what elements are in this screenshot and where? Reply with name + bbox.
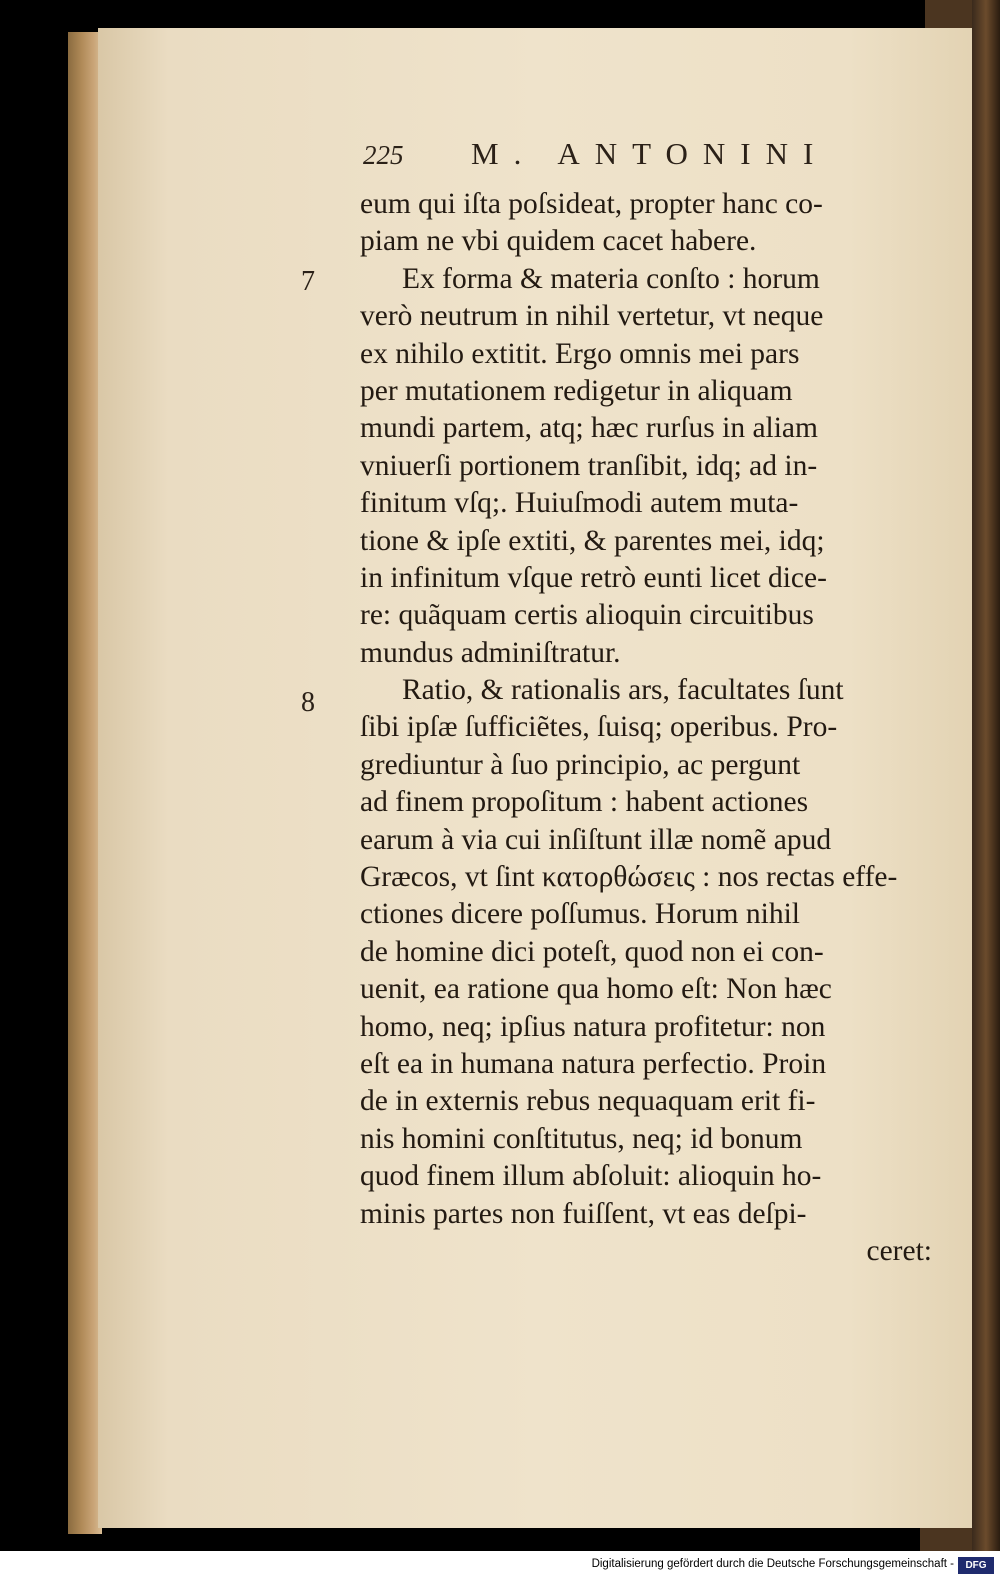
text-line: re: quãquam certis alioquin circuitibus <box>360 599 814 632</box>
text-line: minis partes non fuiſſent, vt eas deſpi- <box>360 1197 807 1230</box>
text-line: ex nihilo extitit. Ergo omnis mei pars <box>360 337 800 370</box>
text-line: uenit, ea ratione qua homo eſt: Non hæc <box>360 973 832 1006</box>
text-line: tione & ipſe extiti, & parentes mei, idq; <box>360 524 825 557</box>
text-line: in infinitum vſque retrò eunti licet dice- <box>360 561 827 594</box>
text-line: eſt ea in humana natura perfectio. Proin <box>360 1047 827 1080</box>
text-line: homo, neq; ipſius natura profitetur: non <box>360 1010 826 1043</box>
text-line: ſibi ipſæ ſufficiẽtes, ſuisq; operibus. Pro- <box>360 711 838 744</box>
text-line: earum à via cui inſiſtunt illæ nomẽ apud <box>360 823 832 856</box>
text-line: per mutationem redigetur in aliquam <box>360 374 793 407</box>
page-edges <box>68 32 102 1534</box>
text-line: mundi partem, atq; hæc rurſus in aliam <box>360 412 818 445</box>
text-line: finitum vſq;. Huiuſmodi autem muta- <box>360 487 799 520</box>
text-line: ad finem propoſitum : habent actiones <box>360 786 809 819</box>
dfg-logo: DFG <box>958 1557 994 1574</box>
page-header <box>363 136 883 176</box>
digitization-footer <box>0 1551 1000 1583</box>
text-line: Græcos, vt ſint κατορθώσεις : nos rectas effe- <box>360 861 898 894</box>
text-line: grediuntur à ſuo principio, ac pergunt <box>360 748 801 781</box>
catchword: ceret: <box>866 1234 932 1267</box>
running-title: M. ANTONINI <box>471 136 829 171</box>
text-line: verò neutrum in nihil vertetur, vt neque <box>360 300 824 333</box>
margin-section-number: 7 <box>301 266 315 297</box>
text-line: de in externis rebus nequaquam erit fi- <box>360 1085 816 1118</box>
text-line: vniuerſi portionem tranſibit, idq; ad in- <box>360 449 818 482</box>
text-line: Ex forma & materia conſto : horum <box>402 262 820 295</box>
text-line: de homine dici poteſt, quod non ei con- <box>360 935 824 968</box>
text-line: ctiones dicere poſſumus. Horum nihil <box>360 898 800 931</box>
text-line: Ratio, & rationalis ars, facultates ſunt <box>402 674 844 707</box>
text-line: quod finem illum abſoluit: alioquin ho- <box>360 1160 822 1193</box>
margin-section-number: 8 <box>301 687 315 718</box>
text-line: mundus adminiſtratur. <box>360 636 621 669</box>
text-line: eum qui iſta poſsideat, propter hanc co- <box>360 188 823 220</box>
body-text <box>360 186 950 1270</box>
book-spine <box>972 0 1000 1583</box>
page-number: 225 <box>363 140 404 170</box>
text-line: piam ne vbi quidem cacet habere. <box>360 225 757 258</box>
funding-credit: Digitalisierung gefördert durch die Deutsche Forschungsgemeinschaft - <box>591 1558 954 1570</box>
text-line: nis homini conſtitutus, neq; id bonum <box>360 1122 803 1155</box>
